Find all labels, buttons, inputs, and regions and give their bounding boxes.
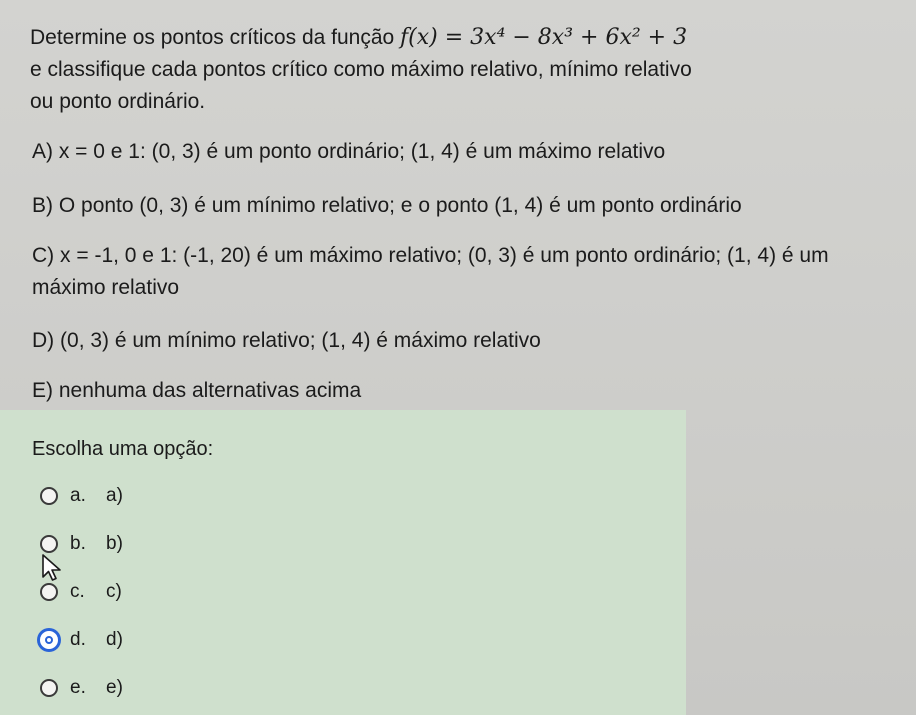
alternative-letter: C) [32, 244, 55, 267]
alternative-c [32, 240, 902, 304]
option-letter: c. [70, 581, 85, 602]
radio-button-d-selected[interactable] [40, 631, 58, 649]
option-label[interactable]: e) [106, 677, 123, 698]
function-formula: f(x) = 3x⁴ − 8x³ + 6x² + 3 [400, 25, 688, 50]
alternative-text: x = -1, 0 e 1: (-1, 20) é um máximo relativo; (0, 3) é um ponto ordinário; (1, 4) é um máximo relativo [32, 244, 829, 299]
option-a[interactable] [40, 483, 123, 509]
alternative-d [32, 325, 541, 357]
question-line-1 [30, 22, 900, 54]
alternative-text: x = 0 e 1: (0, 3) é um ponto ordinário; (1, 4) é um máximo relativo [58, 140, 666, 163]
alternative-e [32, 375, 361, 407]
option-letter: a. [70, 485, 86, 506]
option-label[interactable]: c) [106, 581, 122, 602]
alternative-letter: E) [32, 379, 53, 402]
question-text [30, 22, 900, 118]
question-line-2: e classifique cada pontos crítico como máximo relativo, mínimo relativo [30, 58, 692, 81]
radio-button-a[interactable] [40, 487, 58, 505]
option-letter: d. [70, 629, 86, 650]
alternative-letter: B) [32, 194, 53, 217]
mouse-pointer-icon [41, 553, 65, 583]
alternative-text: O ponto (0, 3) é um mínimo relativo; e o ponto (1, 4) é um ponto ordinário [58, 194, 742, 217]
question-intro: Determine os pontos críticos da função [30, 26, 401, 49]
option-label[interactable]: b) [106, 533, 123, 554]
alternative-letter: D) [32, 329, 55, 352]
alternative-text: nenhuma das alternativas acima [58, 379, 362, 402]
option-label[interactable]: d) [106, 629, 123, 650]
option-label[interactable]: a) [106, 485, 123, 506]
option-letter: e. [70, 677, 86, 698]
answer-prompt: Escolha uma opção: [32, 438, 214, 460]
option-e[interactable] [40, 675, 123, 701]
alternative-letter: A) [32, 140, 53, 163]
alternative-text: (0, 3) é um mínimo relativo; (1, 4) é máximo relativo [60, 329, 541, 352]
radio-button-b[interactable] [40, 535, 58, 553]
option-letter: b. [70, 533, 86, 554]
radio-button-c[interactable] [40, 583, 58, 601]
radio-button-e[interactable] [40, 679, 58, 697]
alternative-b [32, 190, 742, 222]
option-d[interactable] [40, 627, 123, 653]
alternative-a [32, 136, 665, 168]
question-line-3: ou ponto ordinário. [30, 90, 206, 113]
